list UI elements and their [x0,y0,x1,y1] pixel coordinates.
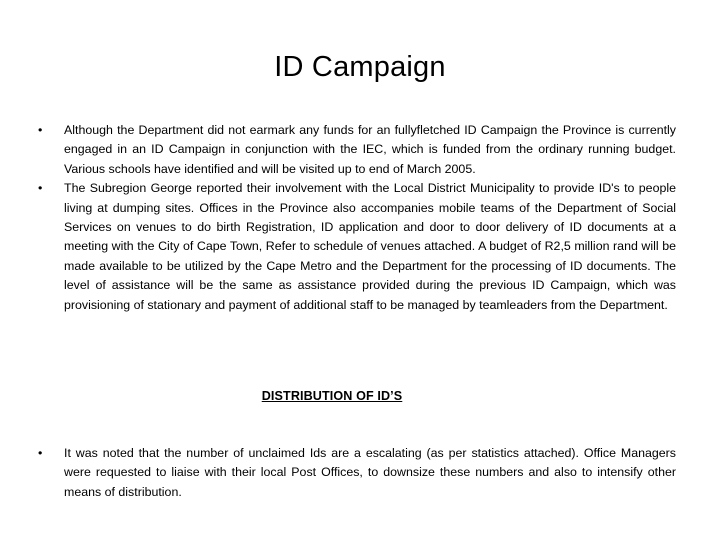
list-item-text: Although the Department did not earmark any funds for an fullyfletched ID Campaign the Province is currently engaged in an ID Campaign in conjunction with the IEC, which is funded from the ordinary running budget. Various schools have identified and will be visited up to end of March 2005. [64,123,676,176]
slide-body-secondary [28,444,676,502]
list-item [28,121,676,179]
section-heading-container [28,387,636,405]
page-title: ID Campaign [274,51,446,83]
list-item [28,179,676,315]
list-item [28,444,676,502]
slide-body [28,121,676,315]
list-item-text: It was noted that the number of unclaimed Ids are a escalating (as per statistics attached). Office Managers were requested to liaise with their local Post Offices, to downsize these numbers and also to intensify other means of distribution. [64,446,676,499]
list-item-text: The Subregion George reported their involvement with the Local District Municipality to provide ID's to people living at dumping sites. Offices in the Province also accompanies mobile teams of the Department of Social Services on venues to do birth Registration, ID application and door to door delivery of ID documents at a meeting with the City of Cape Town, Refer to schedule of venues attached. A budget of R2,5 million rand will be made available to be utilized by the Cape Metro and the Department for the processing of ID documents. The level of assistance will be the same as assistance provided during the previous ID Campaign, which was provisioning of stationary and payment of additional staff to be managed by teamleaders from the Department. [64,181,676,312]
section-heading: DISTRIBUTION OF ID’S [261,389,403,403]
bullet-icon: • [38,123,43,137]
bullet-icon: • [38,446,43,460]
bullet-icon: • [38,181,43,196]
